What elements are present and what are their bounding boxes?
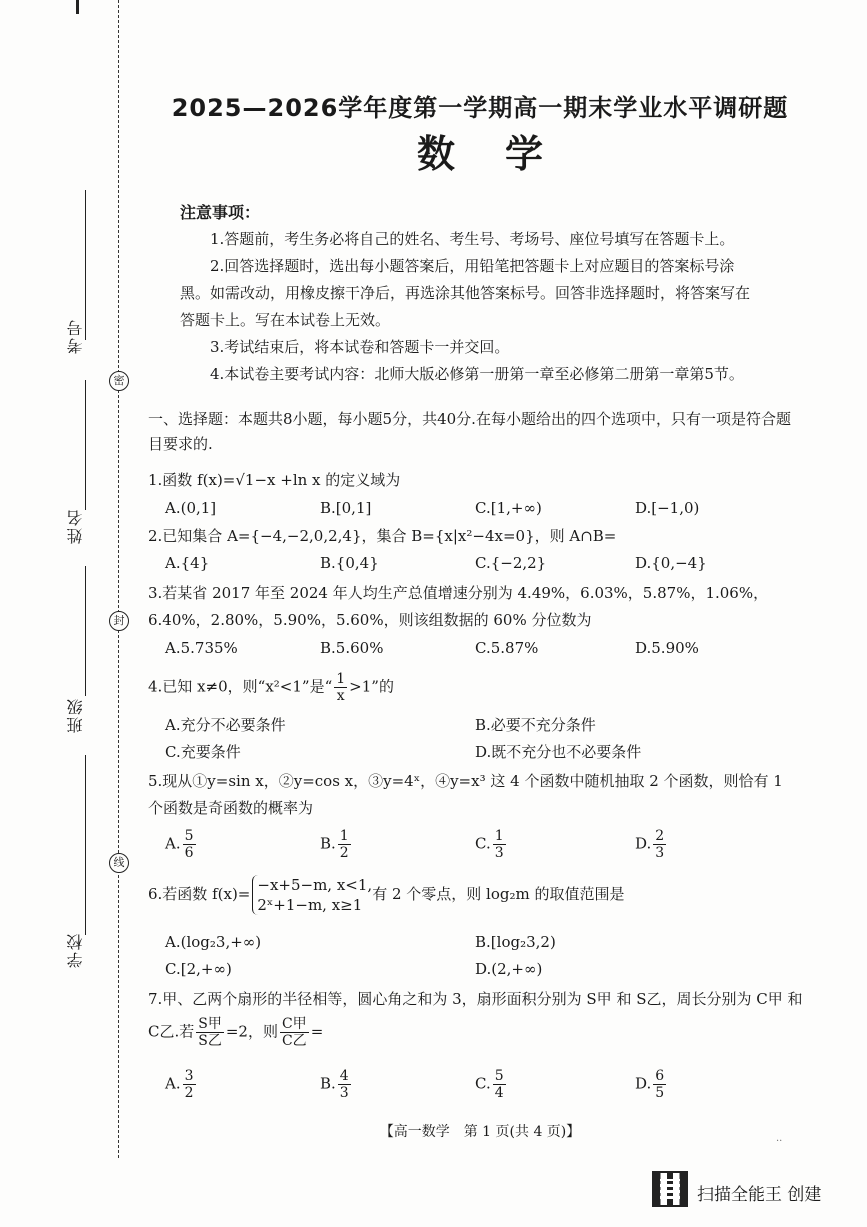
numerator: 2 (655, 828, 665, 844)
name-label: 姓名 (66, 508, 85, 544)
option-a (165, 828, 198, 861)
option-d: D.(2,+∞) (475, 960, 543, 978)
section-heading: 一、选择题：本题共8小题，每小题5分，共40分.在每小题给出的四个选项中，只有一项是符合题目要求的. (148, 410, 791, 453)
denominator: 2 (339, 845, 349, 861)
option-b (320, 1068, 353, 1101)
question-3-stem: 3.若某省 2017 年至 2024 年人均生产总值增速分别为 4.49%，6.03%，5.87%，1.06%，6.40%，2.80%，5.90%，5.60%，则该组数据的 60% 分位数为 (148, 584, 769, 629)
option-b: B.{0,4} (320, 554, 379, 572)
denominator: 3 (339, 1085, 349, 1101)
option-label: B. (320, 1074, 336, 1093)
margin-mark (76, 0, 79, 14)
numerator: 1 (339, 828, 349, 844)
denominator: 3 (494, 845, 504, 861)
fraction (196, 1016, 224, 1049)
option-d (635, 1068, 668, 1101)
option-d: D.既不充分也不必要条件 (475, 743, 642, 761)
note-item: 2.回答选择题时，选出每小题答案后，用铅笔把答题卡上对应题目的答案标号涂黑。如需改动，用橡皮擦干净后，再选涂其他答案标号。回答非选择题时，将答案写在答题卡上。写在本试卷上无效。 (180, 257, 751, 329)
seal-xian: 线 (109, 853, 129, 873)
option-a: A.{4} (165, 554, 210, 572)
numerator: 4 (339, 1068, 349, 1084)
option-d: D.5.90% (635, 639, 699, 657)
note-item: 1.答题前，考生务必将自己的姓名、考生号、考场号、座位号填写在答题卡上。 (210, 230, 735, 248)
numerator: 1 (494, 828, 504, 844)
option-label: A. (165, 1074, 181, 1093)
option-label: A. (165, 834, 181, 853)
class-label: 班级 (66, 697, 85, 733)
fraction (334, 671, 347, 704)
option-b: B.[log₂3,2) (475, 933, 556, 951)
fraction (183, 1068, 196, 1101)
option-a: A.充分不必要条件 (165, 716, 286, 734)
option-b: B.必要不充分条件 (475, 716, 596, 734)
question-5-stem: 5.现从①y=sin x，②y=cos x，③y=4ˣ，④y=x³ 这 4 个函数中随机抽取 2 个函数，则恰有 1 个函数是奇函数的概率为 (148, 772, 783, 817)
q7-stem-post: = (310, 1022, 324, 1041)
denominator: 5 (655, 1085, 665, 1101)
notes-heading: 注意事项： (180, 203, 261, 222)
option-c: C.充要条件 (165, 743, 241, 761)
option-a (165, 1068, 198, 1101)
option-label: D. (635, 1074, 652, 1093)
denominator: x (336, 688, 345, 704)
q6-stem-pre: 6.若函数 f(x)= (148, 885, 251, 903)
seal-mi: 密 (109, 371, 129, 391)
binding-line (118, 0, 119, 1158)
exam-no-label: 考号 (66, 318, 85, 354)
fraction (653, 828, 666, 861)
q6-stem-post: 有 2 个零点，则 log₂m 的取值范围是 (372, 885, 625, 903)
option-label: D. (635, 834, 652, 853)
option-c: C.[2,+∞) (165, 960, 232, 978)
option-d: D.[−1,0) (635, 499, 700, 517)
q7-stem-pre: C乙.若 (148, 1022, 195, 1041)
scanner-watermark: 扫描全能王 创建 (697, 1185, 822, 1205)
numerator: 5 (494, 1068, 504, 1084)
seal-feng: 封 (109, 611, 129, 631)
denominator: 2 (184, 1085, 194, 1101)
class-line (85, 566, 86, 696)
option-label: C. (475, 1074, 491, 1093)
numerator: 3 (184, 1068, 194, 1084)
subject-title: 数学 (416, 132, 593, 176)
scan-mark: ·· (776, 1136, 783, 1147)
note-item: 3.考试结束后，将本试卷和答题卡一并交回。 (210, 338, 510, 356)
q7-stem-mid: =2，则 (225, 1022, 278, 1041)
fraction (280, 1016, 309, 1049)
question-2-stem: 2.已知集合 A={−4,−2,0,2,4}，集合 B={x|x²−4x=0}，则 A∩B= (148, 527, 617, 545)
notes-list (180, 226, 760, 388)
note-item: 4.本试卷主要考试内容：北师大版必修第一册第一章至必修第二册第一章第5节。 (210, 365, 744, 383)
qr-code-icon (652, 1171, 688, 1207)
option-a: A.(log₂3,+∞) (165, 933, 262, 951)
option-c (475, 1068, 508, 1101)
fraction (493, 1068, 506, 1101)
piecewise-function (252, 875, 372, 915)
case-2: 2ˣ+1−m, x≥1 (257, 896, 363, 914)
option-c: C.5.87% (475, 639, 539, 657)
question-4-stem (148, 671, 798, 704)
question-7-stem-line2 (148, 1016, 798, 1049)
question-7-stem-line1: 7.甲、乙两个扇形的半径相等，圆心角之和为 3，扇形面积分别为 S甲 和 S乙，周长分别为 C甲 和 (148, 990, 803, 1008)
question-6-stem (148, 875, 798, 915)
q4-stem-post: >1”的 (349, 677, 394, 696)
denominator: C乙 (281, 1033, 307, 1049)
option-b: B.[0,1] (320, 499, 372, 517)
fraction (338, 828, 351, 861)
option-a: A.5.735% (165, 639, 238, 657)
option-d: D.{0,−4} (635, 554, 707, 572)
option-c: C.{−2,2} (475, 554, 547, 572)
fraction (493, 828, 506, 861)
denominator: 6 (184, 845, 194, 861)
option-label: B. (320, 834, 336, 853)
case-1: −x+5−m, x<1, (257, 876, 373, 894)
denominator: S乙 (198, 1033, 222, 1049)
numerator: C甲 (281, 1016, 307, 1032)
option-d (635, 828, 668, 861)
option-b (320, 828, 353, 861)
option-label: C. (475, 834, 491, 853)
numerator: S甲 (198, 1016, 222, 1032)
option-c (475, 828, 508, 861)
numerator: 1 (336, 671, 346, 687)
page-footer: 【高一数学 第 1 页(共 4 页)】 (379, 1124, 581, 1140)
question-1-stem: 1.函数 f(x)=√1−x +ln x 的定义域为 (148, 471, 401, 489)
name-line (85, 380, 86, 510)
q4-stem-pre: 4.已知 x≠0，则“x²<1”是“ (148, 677, 333, 696)
option-c: C.[1,+∞) (475, 499, 542, 517)
fraction (183, 828, 196, 861)
school-line (85, 755, 86, 935)
denominator: 3 (655, 845, 665, 861)
numerator: 5 (184, 828, 194, 844)
numerator: 6 (655, 1068, 665, 1084)
option-b: B.5.60% (320, 639, 384, 657)
option-a: A.(0,1] (165, 499, 217, 517)
fraction (338, 1068, 351, 1101)
exam-title: 2025—2026学年度第一学期高一期末学业水平调研题 (171, 94, 789, 122)
fraction (653, 1068, 666, 1101)
school-label: 学校 (66, 932, 85, 968)
denominator: 4 (494, 1085, 504, 1101)
